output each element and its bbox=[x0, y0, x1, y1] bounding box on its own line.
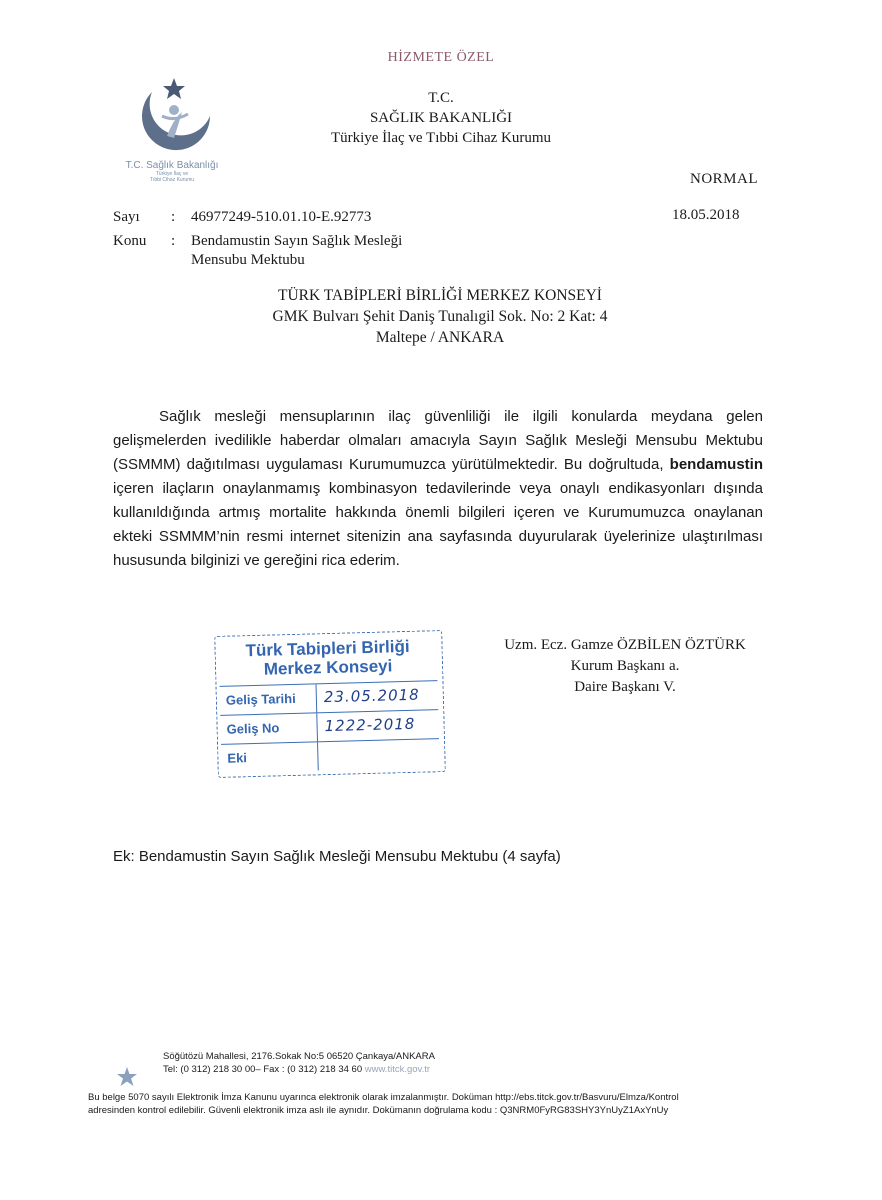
body-bold-drug: bendamustin bbox=[669, 456, 763, 473]
konu-value-line2: Mensubu Mektubu bbox=[191, 252, 305, 268]
footer-address bbox=[163, 1050, 435, 1076]
esign-line-1: Bu belge 5070 sayılı Elektronik İmza Kanunu uyarınca elektronik olarak imzalanmıştır. Doküman http://ebs.titck.gov.tr/Basvuru/Elmza/Kontrol bbox=[88, 1092, 679, 1103]
body-part-1: Sağlık mesleği mensuplarının ilaç güvenliliği ile ilgili konularda meydana gelen gelişmelerden ivedilikle haberdar olmaları amacıyla Sayın Sağlık Mesleği Mensubu Mektubu (SSMMM) dağıtılması uygulaması Kurumumuzca yürütülmektedir. Bu doğrultuda, bbox=[113, 408, 763, 473]
stamp-attachment-label: Eki bbox=[227, 750, 248, 766]
recipient-name: TÜRK TABİPLERİ BİRLİĞİ MERKEZ KONSEYİ bbox=[278, 287, 602, 304]
classification-label: HİZMETE ÖZEL bbox=[387, 50, 495, 65]
received-stamp bbox=[214, 630, 446, 776]
signatory-title-2: Daire Başkanı V. bbox=[574, 679, 676, 695]
stamp-number-value: 1222-2018 bbox=[324, 714, 416, 736]
letter-body bbox=[113, 405, 763, 573]
document-date: 18.05.2018 bbox=[672, 207, 740, 223]
stamp-org-line2: Merkez Konseyi bbox=[263, 656, 393, 679]
signatory-title-1: Kurum Başkanı a. bbox=[570, 658, 680, 674]
attachment-note: Ek: Bendamustin Sayın Sağlık Mesleği Mensubu Mektubu (4 sayfa) bbox=[113, 848, 561, 865]
signatory-name: Uzm. Ecz. Gamze ÖZBİLEN ÖZTÜRK bbox=[504, 637, 746, 653]
logo-name: T.C. Sağlık Bakanlığı bbox=[125, 160, 219, 171]
logo-caption bbox=[112, 160, 232, 183]
footer-address-line: Söğütözü Mahallesi, 2176.Sokak No:5 06520 Çankaya/ANKARA bbox=[163, 1051, 435, 1062]
signature-block bbox=[460, 635, 790, 698]
reference-number-row bbox=[113, 207, 371, 228]
footer-contact-line bbox=[163, 1063, 435, 1076]
priority-label: NORMAL bbox=[690, 171, 759, 187]
stamp-date-value: 23.05.2018 bbox=[323, 685, 420, 707]
letterhead-agency: Türkiye İlaç ve Tıbbi Cihaz Kurumu bbox=[330, 130, 552, 146]
konu-value-line1: Bendamustin Sayın Sağlık Mesleği bbox=[191, 233, 403, 249]
recipient-city: Maltepe / ANKARA bbox=[375, 329, 505, 346]
konu-colon: : bbox=[171, 233, 176, 249]
logo-subtitle-1: Türkiye İlaç ve bbox=[155, 171, 189, 177]
subject-row bbox=[113, 231, 402, 252]
logo-subtitle-2: Tıbbi Cihaz Kurumu bbox=[149, 177, 195, 183]
letterhead-ministry: SAĞLIK BAKANLIĞI bbox=[369, 110, 513, 126]
letterhead bbox=[200, 88, 682, 148]
sayi-label: Sayı bbox=[113, 209, 140, 225]
sayi-value: 46977249-510.01.10-E.92773 bbox=[191, 209, 372, 225]
recipient-address: GMK Bulvarı Şehit Daniş Tunalıgil Sok. No: 2 Kat: 4 bbox=[272, 308, 608, 325]
footer-phone: Tel: (0 312) 218 30 00– Fax : (0 312) 218 34 60 bbox=[163, 1064, 363, 1075]
stamp-date-label: Geliş Tarihi bbox=[225, 690, 296, 708]
recipient-block bbox=[160, 285, 720, 348]
letterhead-tc: T.C. bbox=[428, 90, 454, 106]
konu-label: Konu bbox=[113, 233, 147, 249]
electronic-signature-note bbox=[88, 1091, 788, 1117]
stamp-organization bbox=[214, 636, 441, 680]
stamp-org-line1: Türk Tabipleri Birliği bbox=[245, 636, 410, 661]
stamp-number-label: Geliş No bbox=[226, 720, 280, 737]
footer-website: www.titck.gov.tr bbox=[364, 1064, 431, 1075]
body-part-2: içeren ilaçların onaylanmamış kombinasyon tedavilerinde veya onaylı endikasyonları dışında kullanıldığında artmış mortalite hakkında önemli bilgileri içeren ve Kurumumuzca onaylanan ekteki SSMMM’nin resmi internet sitenizin ana sayfasında duyurularak üyelerinize ulaştırılması hususunda bilginizi ve gereğini rica ederim. bbox=[113, 480, 763, 569]
star-icon bbox=[116, 1066, 138, 1088]
sayi-colon: : bbox=[171, 209, 176, 225]
stamp-row-attachment bbox=[221, 739, 440, 773]
esign-line-2: adresinden kontrol edilebilir. Güvenli elektronik imza aslı ile aynıdır. Dokümanın doğrulama kodu : Q3NRM0FyRG83SHY3YnUyZ1AxYnUy bbox=[88, 1105, 669, 1116]
